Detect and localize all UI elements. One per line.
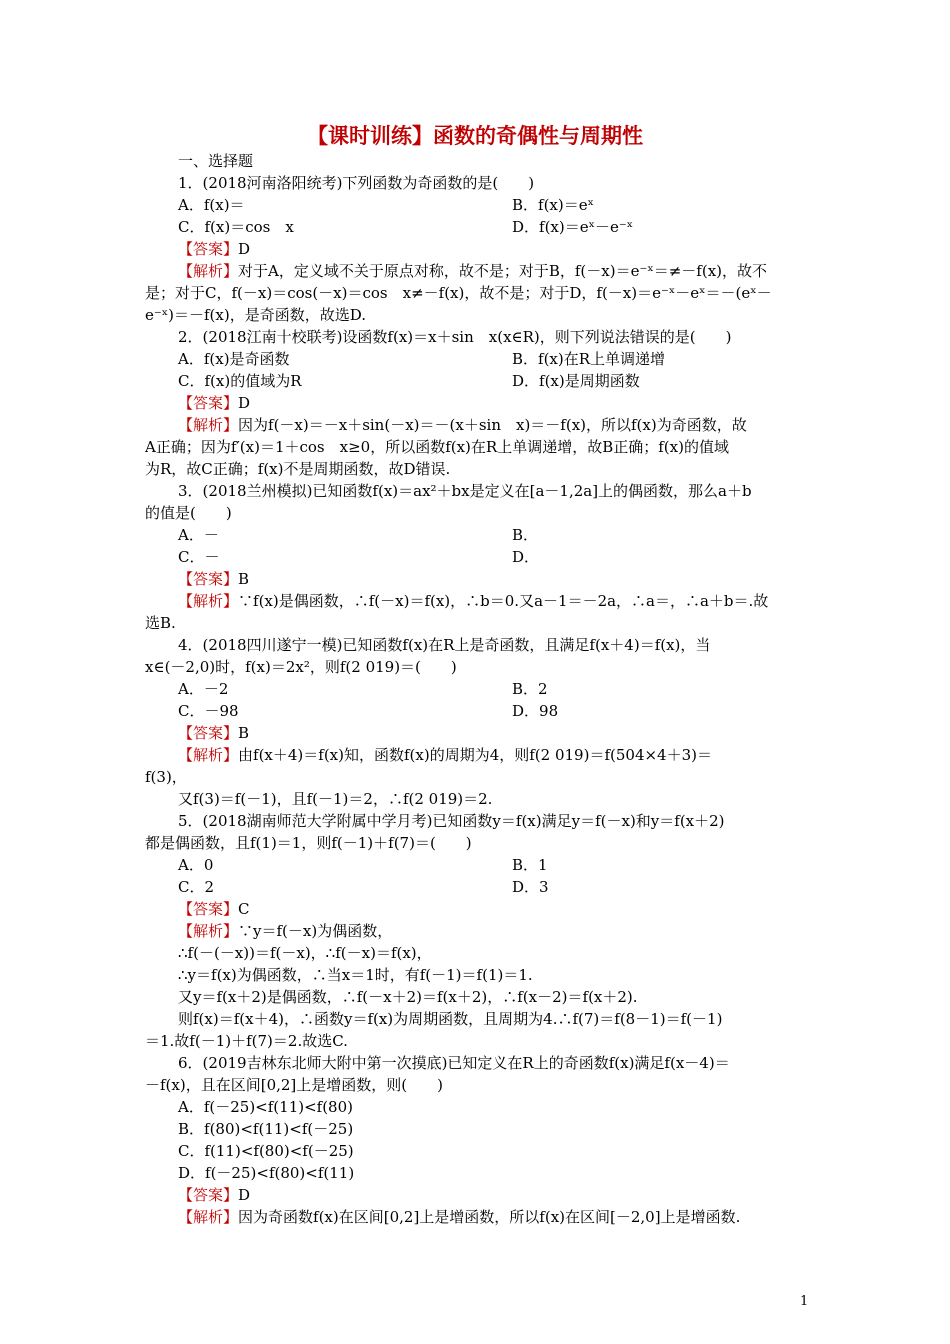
q2-analysis-line-3: 为R，故C正确；f(x)不是周期函数，故D错误. xyxy=(145,460,451,478)
q6-answer xyxy=(178,1184,250,1206)
analysis-tag: 【解析】 xyxy=(178,262,239,280)
answer-tag: 【答案】 xyxy=(178,900,239,918)
q1-option-c: C．f(x)＝cos x xyxy=(178,218,294,236)
q4-stem-line-2: x∈(－2,0)时，f(x)＝2x²，则f(2 019)＝( ) xyxy=(145,658,457,676)
q4-analysis-line-1 xyxy=(178,744,712,766)
q3-answer xyxy=(178,568,249,590)
q2-stem: 2．(2018江南十校联考)设函数f(x)＝x＋sin x(x∈R)，则下列说法错误的是( ) xyxy=(178,328,732,346)
q3-option-c: C．－ xyxy=(178,548,220,566)
q5-answer xyxy=(178,898,250,920)
q3-option-d: D． xyxy=(512,548,540,566)
q1-analysis-line-2: 是；对于C，f(－x)＝cos(－x)＝cos x≠－f(x)，故不是；对于D，f(－x)＝e⁻ˣ－eˣ＝－(eˣ－ xyxy=(145,284,772,302)
q6-option-b: B．f(80)<f(11)<f(－25) xyxy=(178,1120,354,1138)
q4-option-b: B．2 xyxy=(512,680,548,698)
q2-analysis-line-1 xyxy=(178,414,747,436)
q6-answer-value: D xyxy=(238,1186,251,1204)
q5-answer-value: C xyxy=(238,900,250,918)
q6-stem-line-1: 6．(2019吉林东北师大附中第一次摸底)已知定义在R上的奇函数f(x)满足f(x－4)＝ xyxy=(178,1054,730,1072)
q1-answer xyxy=(178,238,250,260)
q5-stem-line-2: 都是偶函数，且f(1)＝1，则f(－1)＋f(7)＝( ) xyxy=(145,834,472,852)
page-title: 【课时训练】函数的奇偶性与周期性 xyxy=(307,124,643,148)
q1-answer-value: D xyxy=(238,240,251,258)
q5-option-a: A．0 xyxy=(178,856,214,874)
q4-option-d: D．98 xyxy=(512,702,559,720)
q6-option-c: C．f(11)<f(80)<f(－25) xyxy=(178,1142,354,1160)
page-number: 1 xyxy=(800,1294,809,1309)
q2-option-b: B．f(x)在R上单调递增 xyxy=(512,350,666,368)
answer-tag: 【答案】 xyxy=(178,1186,239,1204)
q5-analysis-line-1 xyxy=(178,920,392,942)
q4-analysis-line-3: 又f(3)＝f(－1)，且f(－1)＝2，∴f(2 019)＝2. xyxy=(178,790,493,808)
analysis-tag: 【解析】 xyxy=(178,416,239,434)
answer-tag: 【答案】 xyxy=(178,240,239,258)
q1-analysis-text: 对于A，定义域不关于原点对称，故不是；对于B，f(－x)＝e⁻ˣ＝≠－f(x)，故不 xyxy=(238,262,768,280)
q1-stem: 1．(2018河南洛阳统考)下列函数为奇函数的是( ) xyxy=(178,174,535,192)
q6-analysis-text: 因为奇函数f(x)在区间[0,2]上是增函数，所以f(x)在区间[－2,0]上是增函数. xyxy=(238,1208,741,1226)
q1-option-d: D．f(x)＝eˣ－e⁻ˣ xyxy=(512,218,634,236)
q3-stem-line-1: 3．(2018兰州模拟)已知函数f(x)＝ax²＋bx是定义在[a－1,2a]上的偶函数，那么a＋b xyxy=(178,482,752,500)
q5-option-b: B．1 xyxy=(512,856,548,874)
q5-option-c: C．2 xyxy=(178,878,215,896)
q4-analysis-text: 由f(x＋4)＝f(x)知，函数f(x)的周期为4，则f(2 019)＝f(504×4＋3)＝ xyxy=(238,746,712,764)
q5-analysis-line-6: ＝1.故f(－1)＋f(7)＝2.故选C. xyxy=(145,1032,348,1050)
q4-answer xyxy=(178,722,249,744)
q5-analysis-line-2: ∴f(－(－x))＝f(－x)，∴f(－x)＝f(x)， xyxy=(178,944,432,962)
q1-analysis-line-1 xyxy=(178,260,767,282)
q1-option-b: B．f(x)＝eˣ xyxy=(512,196,594,214)
q3-option-b: B． xyxy=(512,526,539,544)
analysis-tag: 【解析】 xyxy=(178,922,239,940)
q5-stem-line-1: 5．(2018湖南师范大学附属中学月考)已知函数y＝f(x)满足y＝f(－x)和y＝f(x＋2) xyxy=(178,812,725,830)
q4-answer-value: B xyxy=(238,724,250,742)
q6-stem-line-2: －f(x)，且在区间[0,2]上是增函数，则( ) xyxy=(145,1076,443,1094)
q6-option-a: A．f(－25)<f(11)<f(80) xyxy=(178,1098,353,1116)
q2-analysis-text: 因为f(－x)＝－x＋sin(－x)＝－(x＋sin x)＝－f(x)，所以f(x)为奇函数，故 xyxy=(238,416,747,434)
analysis-tag: 【解析】 xyxy=(178,1208,239,1226)
q1-option-a: A．f(x)＝ xyxy=(178,196,245,214)
q2-option-a: A．f(x)是奇函数 xyxy=(178,350,290,368)
q2-answer-value: D xyxy=(238,394,251,412)
q4-option-c: C．－98 xyxy=(178,702,239,720)
q6-option-d: D．f(－25)<f(80)<f(11) xyxy=(178,1164,355,1182)
q2-analysis-line-2: A正确；因为f′(x)＝1＋cos x≥0，所以函数f(x)在R上单调递增，故B正确；f(x)的值域 xyxy=(145,438,729,456)
q5-analysis-text: ∵y＝f(－x)为偶函数， xyxy=(238,922,393,940)
section-heading: 一、选择题 xyxy=(178,152,254,170)
analysis-tag: 【解析】 xyxy=(178,592,239,610)
q5-option-d: D．3 xyxy=(512,878,549,896)
q5-analysis-line-5: 则f(x)＝f(x＋4)，∴函数y＝f(x)为周期函数，且周期为4.∴f(7)＝f(8－1)＝f(－1) xyxy=(178,1010,723,1028)
q3-stem-line-2: 的值是( ) xyxy=(145,504,232,522)
q6-analysis-line-1 xyxy=(178,1206,740,1228)
q2-answer xyxy=(178,392,250,414)
q3-answer-value: B xyxy=(238,570,250,588)
q3-analysis-text: ∵f(x)是偶函数，∴f(－x)＝f(x)，∴b＝0.又a－1＝－2a，∴a＝，∴a＋b＝.故 xyxy=(238,592,769,610)
q4-stem-line-1: 4．(2018四川遂宁一模)已知函数f(x)在R上是奇函数，且满足f(x＋4)＝f(x)，当 xyxy=(178,636,711,654)
q3-option-a: A．－ xyxy=(178,526,219,544)
q2-option-d: D．f(x)是周期函数 xyxy=(512,372,640,390)
answer-tag: 【答案】 xyxy=(178,394,239,412)
q4-option-a: A．－2 xyxy=(178,680,229,698)
answer-tag: 【答案】 xyxy=(178,570,239,588)
q5-analysis-line-3: ∴y＝f(x)为偶函数，∴当x＝1时，有f(－1)＝f(1)＝1. xyxy=(178,966,533,984)
q5-analysis-line-4: 又y＝f(x＋2)是偶函数，∴f(－x＋2)＝f(x＋2)，∴f(x－2)＝f(x＋2). xyxy=(178,988,638,1006)
q3-analysis-line-1 xyxy=(178,590,768,612)
q2-option-c: C．f(x)的值域为R xyxy=(178,372,302,390)
q3-analysis-line-2: 选B. xyxy=(145,614,176,632)
analysis-tag: 【解析】 xyxy=(178,746,239,764)
answer-tag: 【答案】 xyxy=(178,724,239,742)
q4-analysis-line-2: f(3)， xyxy=(145,768,187,786)
q1-analysis-line-3: e⁻ˣ)＝－f(x)，是奇函数，故选D. xyxy=(145,306,366,324)
